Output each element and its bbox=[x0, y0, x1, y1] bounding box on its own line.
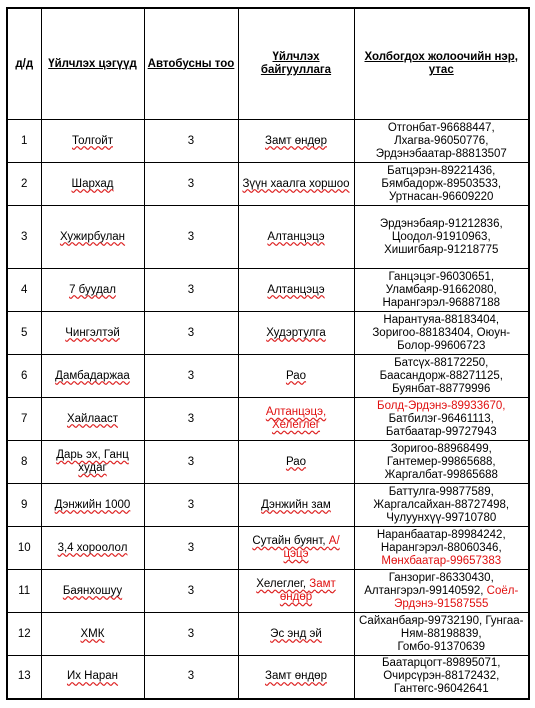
table-row bbox=[7, 570, 529, 613]
cell-route-text: Баянхошуу bbox=[62, 584, 123, 597]
cell-contact bbox=[354, 441, 529, 484]
cell-contact bbox=[354, 527, 529, 570]
cell-bus-count-text: 3 bbox=[187, 670, 195, 683]
cell-contact-text: Баатарцогт-89895071, Очирсүрэн-88172432, Гантөгс-96042641 bbox=[381, 657, 501, 696]
cell-no bbox=[7, 656, 41, 699]
cell-operator-text: Алтанцэцэ bbox=[267, 230, 325, 243]
cell-route bbox=[41, 269, 144, 312]
header-bus-count: Автобусны тоо bbox=[144, 8, 238, 120]
cell-operator bbox=[238, 656, 354, 699]
cell-no-text: 12 bbox=[17, 627, 31, 640]
table-row bbox=[7, 613, 529, 656]
cell-operator bbox=[238, 398, 354, 441]
cell-bus-count-text: 3 bbox=[187, 498, 195, 511]
cell-no bbox=[7, 206, 41, 269]
cell-contact-text: Баттулга-99877589, Жаргалсайхан-88727498, Чулуунхүү-99710780 bbox=[373, 485, 510, 524]
cell-bus-count bbox=[144, 570, 238, 613]
cell-contact-text: Эрдэнэбаяр-91212836, Цоодол-91910963, Хишигбаяр-91218775 bbox=[379, 217, 503, 256]
cell-contact-text: Ганзориг-86330430, Алтангэрэл-99140592, bbox=[364, 571, 494, 597]
cell-contact bbox=[354, 163, 529, 206]
cell-no-text: 5 bbox=[21, 326, 28, 339]
cell-contact-text: Ганцэцэг-96030651, Уламбаяр-91662080, Нарангэрэл-96887188 bbox=[382, 270, 501, 309]
cell-bus-count-text: 3 bbox=[187, 230, 195, 243]
cell-no-text: 4 bbox=[21, 283, 28, 296]
cell-bus-count-text: 3 bbox=[187, 627, 195, 640]
cell-route bbox=[41, 206, 144, 269]
cell-route-text: Толгойт bbox=[71, 134, 113, 147]
cell-no-text: 11 bbox=[18, 584, 31, 597]
cell-route-text: ХМК bbox=[80, 627, 105, 640]
cell-contact bbox=[354, 613, 529, 656]
cell-route-text: Чингэлтэй bbox=[65, 326, 120, 339]
cell-route bbox=[41, 441, 144, 484]
cell-operator-text: Худэртулга bbox=[266, 326, 326, 339]
cell-operator-text: Алтанцэцэ, Хелеглег bbox=[265, 406, 327, 431]
table-row bbox=[7, 163, 529, 206]
cell-bus-count bbox=[144, 269, 238, 312]
cell-operator-text: Замт өндөр bbox=[279, 578, 336, 603]
cell-contact bbox=[354, 206, 529, 269]
cell-contact-text: Батбилэг-96461113, Батбаатар-99727943 bbox=[385, 412, 497, 438]
cell-operator bbox=[238, 206, 354, 269]
cell-operator-text: Замт өндөр bbox=[265, 670, 327, 683]
cell-operator bbox=[238, 163, 354, 206]
cell-route-text: Хужирбулан bbox=[59, 230, 126, 243]
cell-route-text: Шархад bbox=[71, 177, 114, 190]
cell-bus-count-text: 3 bbox=[187, 283, 195, 296]
cell-route bbox=[41, 484, 144, 527]
cell-route bbox=[41, 570, 144, 613]
schedule-table bbox=[6, 7, 530, 700]
cell-contact-text: Батцэрэн-89221436, Бямбадорж-89503533, Уртнасан-96609220 bbox=[381, 164, 502, 203]
cell-bus-count-text: 3 bbox=[187, 177, 195, 190]
cell-contact-text: Отгонбат-96688447, Лхагва-96050776, Эрдэнэбаатар-88813507 bbox=[375, 121, 507, 160]
table-row bbox=[7, 120, 529, 163]
cell-no bbox=[7, 312, 41, 355]
cell-no bbox=[7, 163, 41, 206]
cell-route-text: Дамбадаржаа bbox=[55, 369, 130, 382]
cell-operator bbox=[238, 269, 354, 312]
cell-contact bbox=[354, 355, 529, 398]
cell-route-text: Дарь эх, Ганц худаг bbox=[56, 449, 129, 474]
cell-route-text: 7 буудал bbox=[69, 283, 116, 296]
cell-bus-count bbox=[144, 484, 238, 527]
cell-bus-count-text: 3 bbox=[187, 369, 195, 382]
cell-no bbox=[7, 398, 41, 441]
cell-bus-count bbox=[144, 312, 238, 355]
cell-no bbox=[7, 570, 41, 613]
cell-no-text: 9 bbox=[21, 498, 28, 511]
cell-operator bbox=[238, 441, 354, 484]
cell-contact-text: Мөнхбаатар-99657383 bbox=[381, 554, 502, 567]
cell-contact-text: Нарантуяа-88183404, Зоригоо-88183404, Оюун-Болор-99606723 bbox=[372, 313, 511, 352]
cell-contact bbox=[354, 120, 529, 163]
cell-route bbox=[41, 355, 144, 398]
cell-no bbox=[7, 441, 41, 484]
cell-contact-text: Болд-Эрдэнэ-89933670, bbox=[377, 399, 506, 412]
cell-contact bbox=[354, 269, 529, 312]
cell-route-text: Их Наран bbox=[66, 670, 119, 683]
cell-operator bbox=[238, 527, 354, 570]
cell-contact-text: Зоригоо-88968499, Гантемер-99865688, Жаргалбат-99865688 bbox=[384, 442, 498, 481]
table-row bbox=[7, 484, 529, 527]
header-no: д/д bbox=[7, 8, 41, 120]
cell-operator-text: А/цэцэ bbox=[283, 535, 340, 560]
table-row bbox=[7, 355, 529, 398]
cell-no-text: 7 bbox=[21, 412, 28, 425]
header-route: Үйлчлэх цэгүүд bbox=[41, 8, 144, 120]
cell-contact bbox=[354, 656, 529, 699]
cell-contact-text: Сайханбаяр-99732190, Гунгаа-Ням-88198839, Гомбо-91370639 bbox=[359, 614, 524, 653]
cell-no-text: 1 bbox=[21, 134, 28, 147]
cell-route bbox=[41, 120, 144, 163]
cell-contact bbox=[354, 570, 529, 613]
cell-bus-count-text: 3 bbox=[187, 455, 195, 468]
cell-route bbox=[41, 527, 144, 570]
cell-no bbox=[7, 355, 41, 398]
cell-contact-text: Соёл-Эрдэнэ-91587555 bbox=[394, 584, 519, 610]
cell-operator-text: Рао bbox=[285, 455, 307, 468]
cell-route bbox=[41, 163, 144, 206]
cell-contact bbox=[354, 484, 529, 527]
cell-operator bbox=[238, 484, 354, 527]
cell-bus-count bbox=[144, 206, 238, 269]
table-row bbox=[7, 398, 529, 441]
cell-route bbox=[41, 656, 144, 699]
cell-bus-count-text: 3 bbox=[187, 584, 195, 597]
cell-operator bbox=[238, 355, 354, 398]
cell-route bbox=[41, 312, 144, 355]
cell-operator-text: Замт өндөр bbox=[265, 134, 327, 147]
cell-contact bbox=[354, 398, 529, 441]
cell-bus-count-text: 3 bbox=[187, 326, 195, 339]
cell-no-text: 2 bbox=[21, 177, 28, 190]
table-row bbox=[7, 656, 529, 699]
cell-operator-text: Хелеглег, bbox=[256, 578, 310, 590]
cell-no-text: 3 bbox=[21, 230, 28, 243]
cell-bus-count-text: 3 bbox=[187, 134, 195, 147]
cell-route-text: 3,4 хороолол bbox=[57, 541, 128, 554]
cell-route-text: Дэнжийн 1000 bbox=[54, 498, 131, 511]
cell-route bbox=[41, 613, 144, 656]
cell-operator-text: Дэнжийн зам bbox=[261, 498, 331, 511]
cell-bus-count bbox=[144, 527, 238, 570]
cell-operator bbox=[238, 312, 354, 355]
cell-contact bbox=[354, 312, 529, 355]
cell-no-text: 8 bbox=[21, 455, 28, 468]
table-row bbox=[7, 269, 529, 312]
cell-contact-text: Наранбаатар-89984242, Нарангэрэл-88060346, bbox=[376, 528, 506, 554]
cell-operator bbox=[238, 120, 354, 163]
cell-bus-count bbox=[144, 613, 238, 656]
cell-no bbox=[7, 120, 41, 163]
cell-bus-count bbox=[144, 163, 238, 206]
cell-route bbox=[41, 398, 144, 441]
cell-bus-count-text: 3 bbox=[187, 541, 195, 554]
cell-bus-count-text: 3 bbox=[187, 412, 195, 425]
cell-operator-text: Алтанцэцэ bbox=[267, 283, 325, 296]
cell-operator bbox=[238, 570, 354, 613]
header-operator: Үйлчлэх байгууллага bbox=[238, 8, 354, 120]
cell-bus-count bbox=[144, 656, 238, 699]
cell-operator bbox=[238, 613, 354, 656]
cell-operator-text: Зүүн хаалга хоршоо bbox=[242, 177, 350, 190]
cell-route-text: Хайлааст bbox=[66, 412, 118, 425]
cell-operator-text: Эс энд эй bbox=[270, 627, 322, 640]
table-body bbox=[7, 120, 529, 699]
cell-no-text: 13 bbox=[17, 670, 31, 683]
cell-bus-count bbox=[144, 398, 238, 441]
cell-bus-count bbox=[144, 355, 238, 398]
cell-no bbox=[7, 613, 41, 656]
table-row bbox=[7, 312, 529, 355]
cell-contact-text: Батсүх-88172250, Баасандорж-88271125, Буянбат-88779996 bbox=[379, 356, 503, 395]
cell-no bbox=[7, 269, 41, 312]
cell-bus-count bbox=[144, 441, 238, 484]
cell-operator-text: Сутайн буянт, bbox=[252, 535, 329, 547]
table-row bbox=[7, 441, 529, 484]
table-row bbox=[7, 206, 529, 269]
cell-no-text: 10 bbox=[17, 541, 31, 554]
cell-no bbox=[7, 527, 41, 570]
cell-no bbox=[7, 484, 41, 527]
table-row bbox=[7, 527, 529, 570]
header-row bbox=[7, 8, 529, 120]
cell-no-text: 6 bbox=[21, 369, 28, 382]
cell-bus-count bbox=[144, 120, 238, 163]
header-contact: Холбогдох жолоочийн нэр, утас bbox=[354, 8, 529, 120]
cell-operator-text: Рао bbox=[285, 369, 307, 382]
